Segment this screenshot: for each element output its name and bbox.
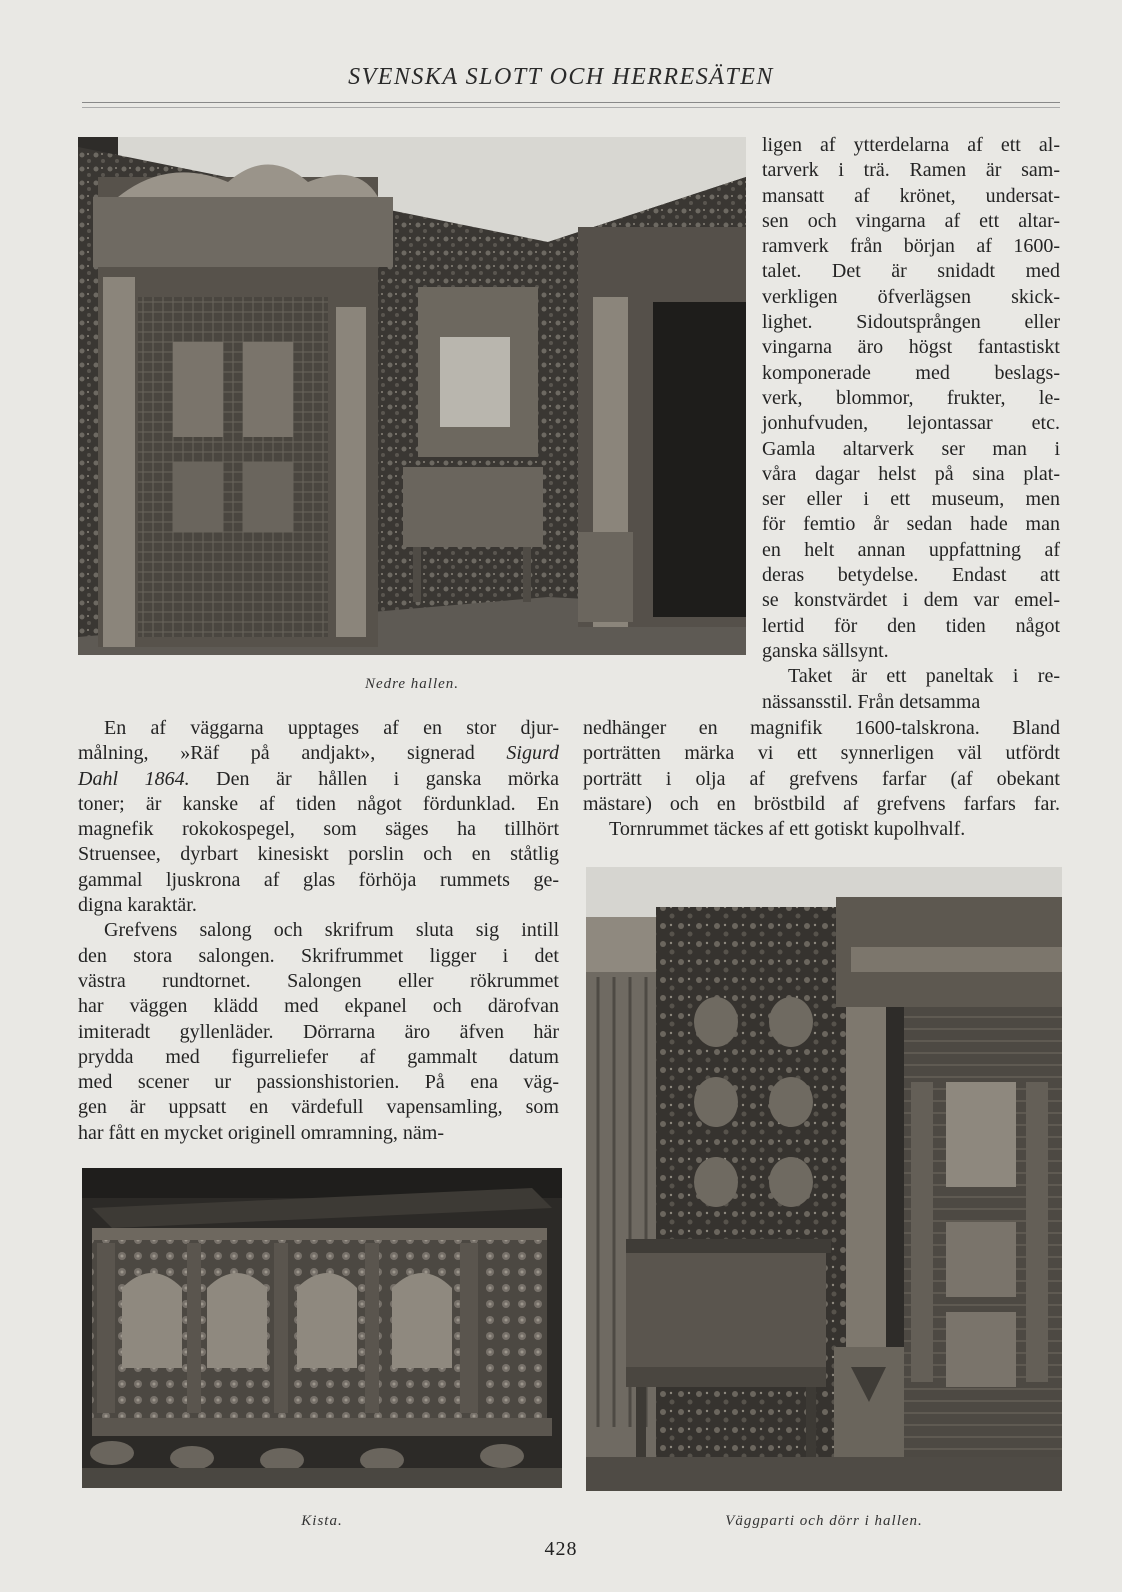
caption-vaggparti: Väggparti och dörr i hallen.	[725, 1513, 923, 1529]
photo-kista	[82, 1168, 562, 1488]
right-wide-text	[583, 716, 1060, 842]
text-line: gen är uppsatt en värdefull vapensamling, som	[78, 1096, 559, 1119]
photo-vaggparti	[586, 867, 1062, 1491]
text-line: Gamla altarverk ser man i	[762, 437, 1060, 460]
text-line: har fått en mycket originell omramning, näm-	[78, 1121, 444, 1144]
text-line: Dahl 1864. Den är hållen i ganska mörka	[78, 767, 560, 790]
text-line: komponerade med beslags-	[762, 361, 1060, 384]
text-line: ligen af ytterdelarna af ett al-	[762, 134, 1060, 156]
text-line: målning, »Räf på andjakt», signerad Sigurd	[78, 742, 559, 765]
text-line: ser eller i ett museum, men	[762, 488, 1060, 511]
text-line: imiteradt gyllenläder. Dörrarna äro äfven här	[78, 1020, 559, 1043]
text-line: Grefvens salong och skrifrum sluta sig intill	[104, 919, 559, 942]
text-line: mansatt af krönet, undersat-	[762, 184, 1060, 207]
text-line: Tornrummet täckes af ett gotiskt kupolhvalf.	[609, 818, 966, 841]
text-line: verk, blommor, frukter, le-	[762, 386, 1060, 409]
right-column-text	[762, 133, 1060, 715]
text-line: jonhufvuden, lejontassar etc.	[762, 412, 1060, 435]
text-line: lighet. Sidoutsprången eller	[762, 311, 1060, 334]
caption-kista: Kista.	[301, 1513, 343, 1529]
text-line: lertid för den tiden något	[762, 614, 1060, 637]
text-line: deras betydelse. Endast att	[762, 564, 1060, 587]
text-line: se konstvärdet i dem var emel-	[762, 589, 1060, 612]
text-line: har väggen klädd med ekpanel och därofvan	[78, 995, 559, 1018]
text-line: nedhänger en magnifik 1600-talskrona. Bland	[583, 717, 1060, 739]
text-line: ramverk från början af 1600-	[762, 235, 1060, 258]
text-line: toner; är kanske af tiden något fördunklad. En	[78, 792, 559, 815]
text-line: den stora salongen. Skrifrummet ligger i det	[78, 944, 559, 967]
photo-nedre-hallen	[78, 137, 746, 655]
caption-nedre-hallen: Nedre hallen.	[364, 676, 460, 692]
text-line: våra dagar helst på sina plat-	[762, 462, 1060, 485]
text-line: magnefik rokokospegel, som säges ha tillhört	[78, 818, 559, 841]
header-rule	[82, 102, 1060, 103]
text-line: verkligen öfverlägsen skick-	[762, 285, 1060, 308]
text-line: porträtt i olja af grefvens farfar (af obekant	[583, 767, 1060, 790]
text-line: porträtten märka vi ett synnerligen väl utfördt	[583, 742, 1060, 765]
text-line: Taket är ett paneltak i re-	[788, 665, 1060, 688]
text-line: digna karaktär.	[78, 894, 197, 917]
text-line: prydda med figurreliefer af gammalt datum	[78, 1045, 559, 1068]
text-line: med scener ur passionshistorien. På ena väg-	[78, 1071, 559, 1094]
text-line: ganska sällsynt.	[762, 639, 889, 662]
text-line: tarverk i trä. Ramen är sam-	[762, 159, 1060, 182]
text-line: talet. Det är snidadt med	[762, 260, 1060, 283]
text-line: vingarna äro högst fantastiskt	[762, 336, 1060, 359]
text-line: En af väggarna upptages af en stor djur-	[104, 717, 559, 739]
running-header: SVENSKA SLOTT OCH HERRESÄTEN	[348, 64, 774, 90]
text-line: för femtio år sedan hade man	[762, 513, 1060, 536]
header-rule-thin	[82, 107, 1060, 108]
page-number: 428	[544, 1538, 578, 1560]
text-line: en helt annan uppfattning af	[762, 538, 1060, 561]
text-line: Struensee, dyrbart kinesiskt porslin och en ståtlig	[78, 843, 559, 866]
text-line: västra rundtornet. Salongen eller rökrummet	[78, 969, 559, 992]
left-column-text	[78, 716, 559, 1146]
text-line: mästare) och en bröstbild af grefvens farfars far.	[583, 792, 1060, 815]
text-line: nässansstil. Från detsamma	[762, 690, 981, 713]
text-line: gammal ljuskrona af glas förhöja rummets ge-	[78, 868, 559, 891]
text-line: sen och vingarna af ett altar-	[762, 209, 1060, 232]
